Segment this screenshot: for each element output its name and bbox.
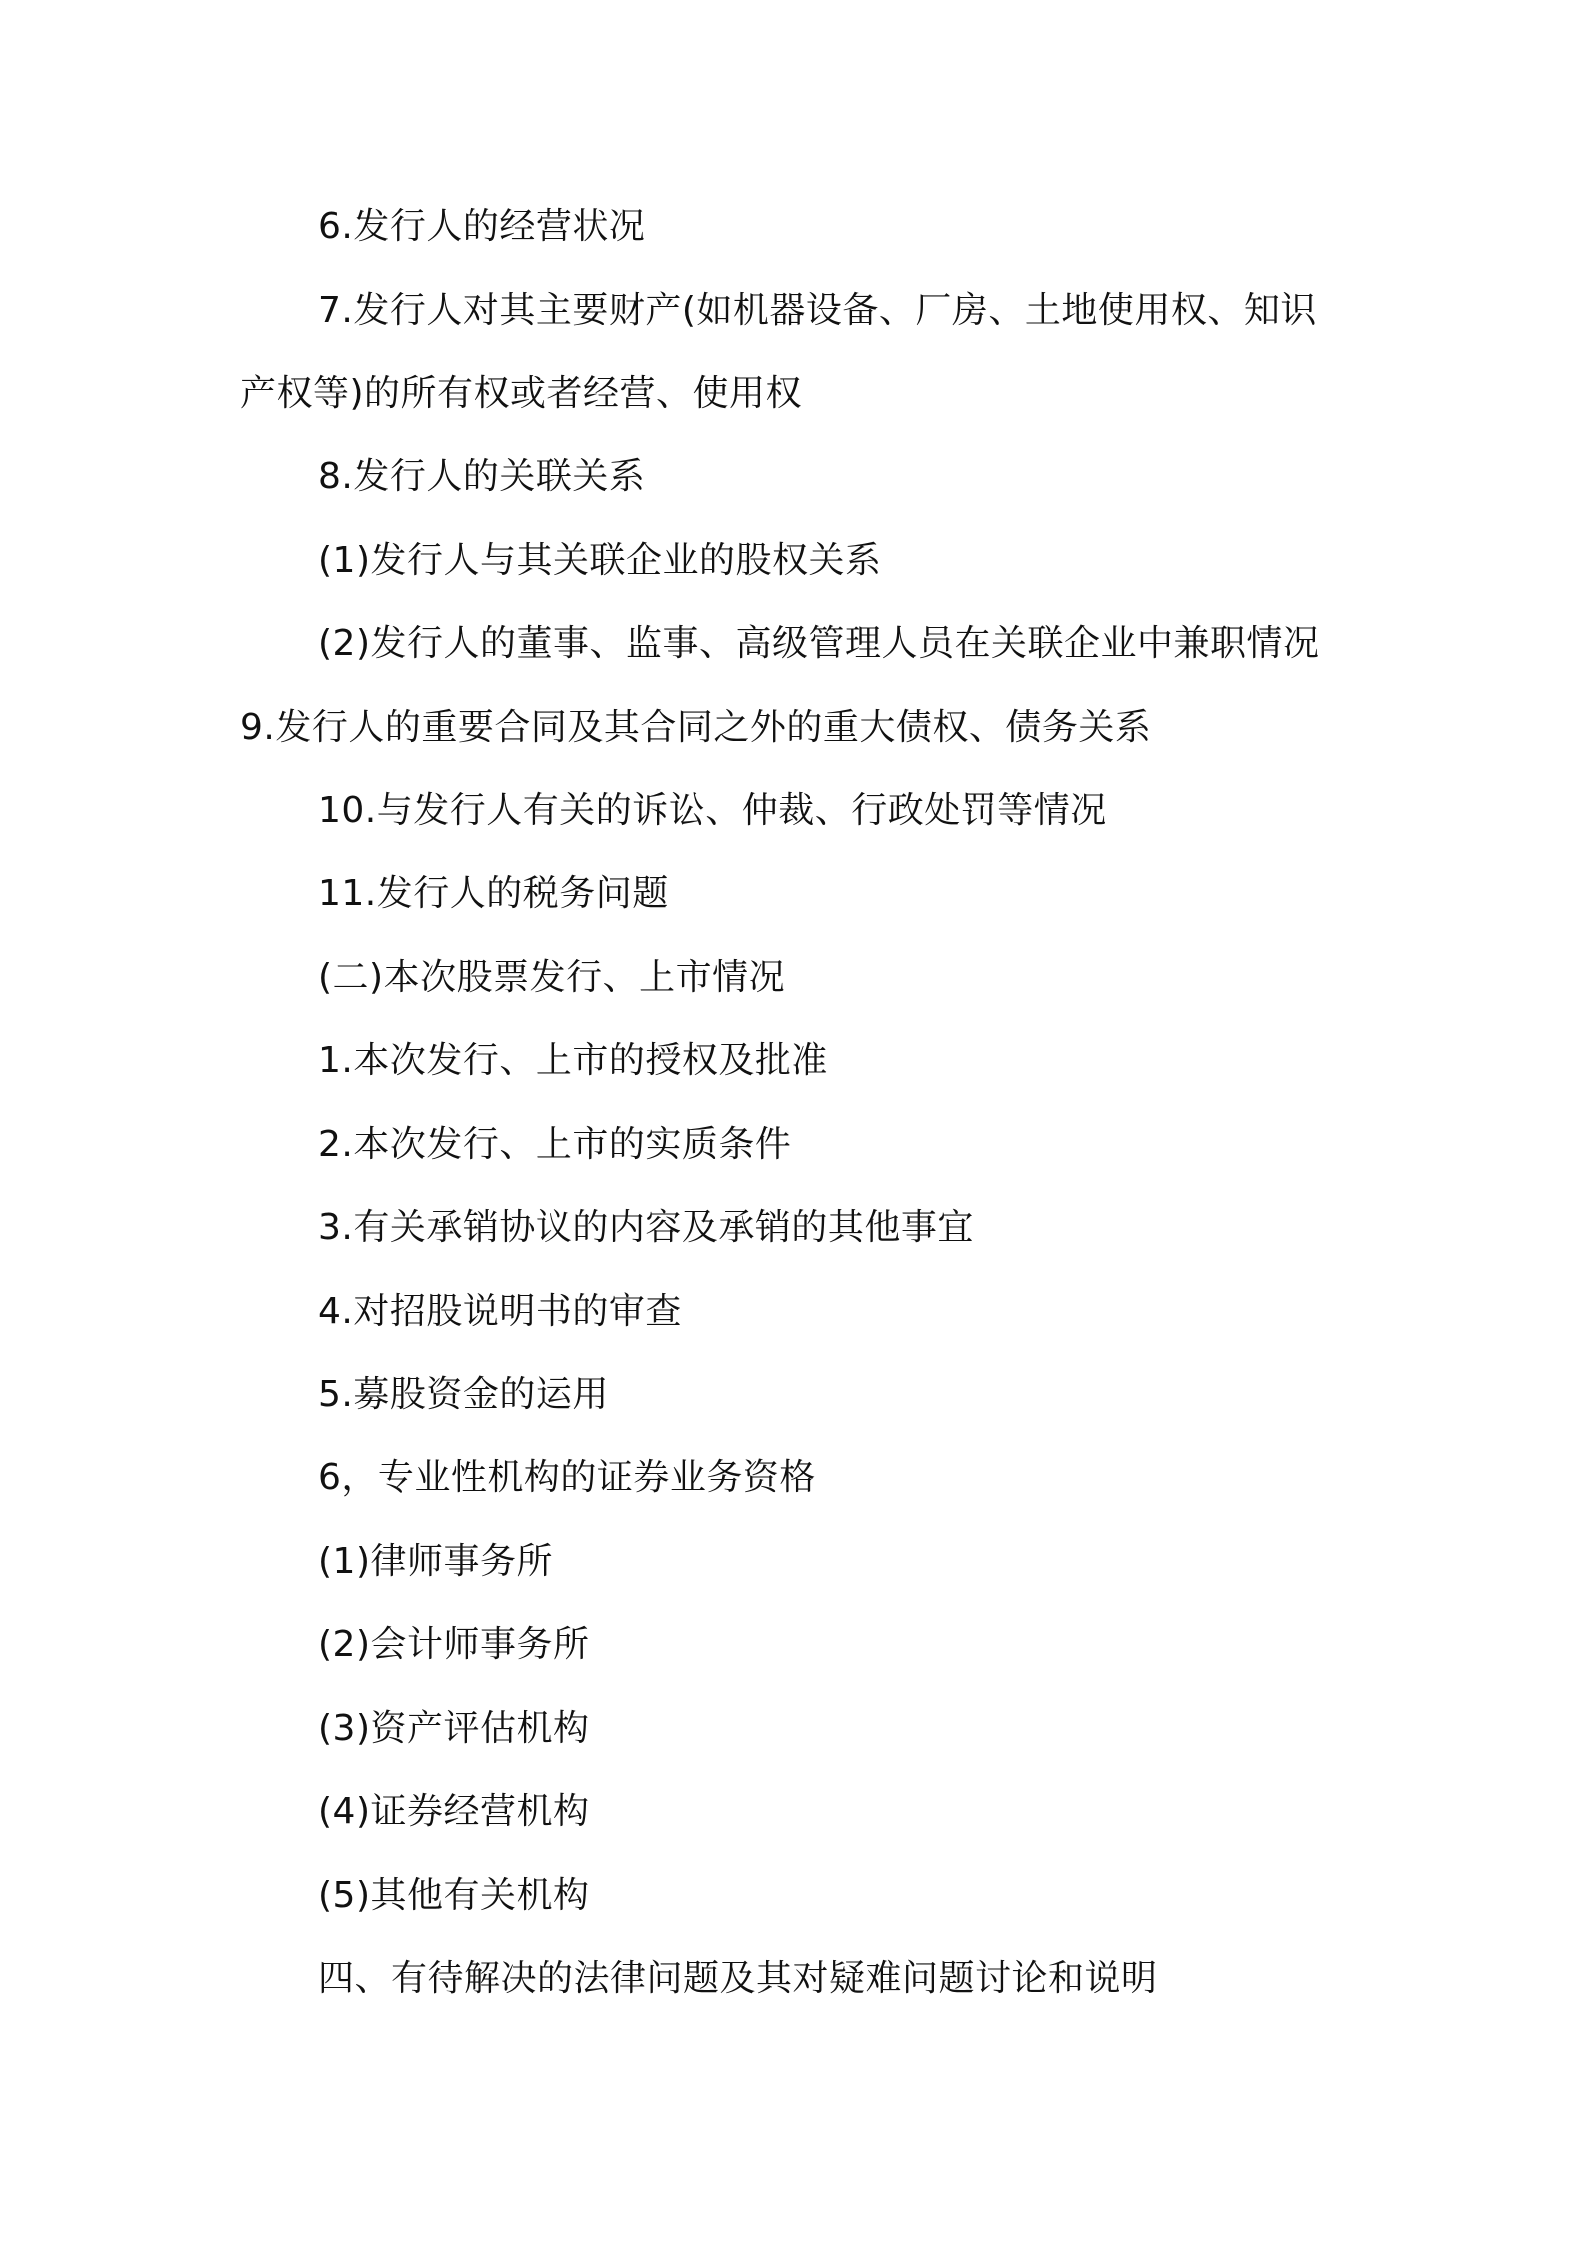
text-line: (2)会计师事务所 — [318, 1624, 590, 1665]
text-line: (二)本次股票发行、上市情况 — [318, 957, 786, 998]
text-line: 1.本次发行、上市的授权及批准 — [318, 1040, 828, 1081]
text-line: 2.本次发行、上市的实质条件 — [318, 1124, 792, 1165]
text-line: 3.有关承销协议的内容及承销的其他事宜 — [318, 1207, 974, 1248]
text-line: 9.发行人的重要合同及其合同之外的重大债权、债务关系 — [240, 707, 1152, 748]
text-line: 产权等)的所有权或者经营、使用权 — [240, 373, 803, 414]
text-line: (3)资产评估机构 — [318, 1708, 590, 1749]
text-line: (2)发行人的董事、监事、高级管理人员在关联企业中兼职情况 — [318, 623, 1320, 664]
text-line: 7.发行人对其主要财产(如机器设备、厂房、土地使用权、知识 — [318, 290, 1317, 331]
text-line: (1)律师事务所 — [318, 1541, 553, 1582]
text-line: 6，专业性机构的证券业务资格 — [318, 1457, 816, 1498]
text-line: (4)证券经营机构 — [318, 1791, 590, 1832]
text-line: 11.发行人的税务问题 — [318, 873, 669, 914]
text-line: (5)其他有关机构 — [318, 1875, 590, 1916]
text-line: (1)发行人与其关联企业的股权关系 — [318, 540, 882, 581]
text-line: 4.对招股说明书的审查 — [318, 1291, 682, 1332]
text-line: 10.与发行人有关的诉讼、仲裁、行政处罚等情况 — [318, 790, 1107, 831]
text-line: 四、有待解决的法律问题及其对疑难问题讨论和说明 — [318, 1958, 1158, 1999]
text-line: 6.发行人的经营状况 — [318, 206, 646, 247]
text-line: 5.募股资金的运用 — [318, 1374, 609, 1415]
text-line: 8.发行人的关联关系 — [318, 456, 646, 497]
